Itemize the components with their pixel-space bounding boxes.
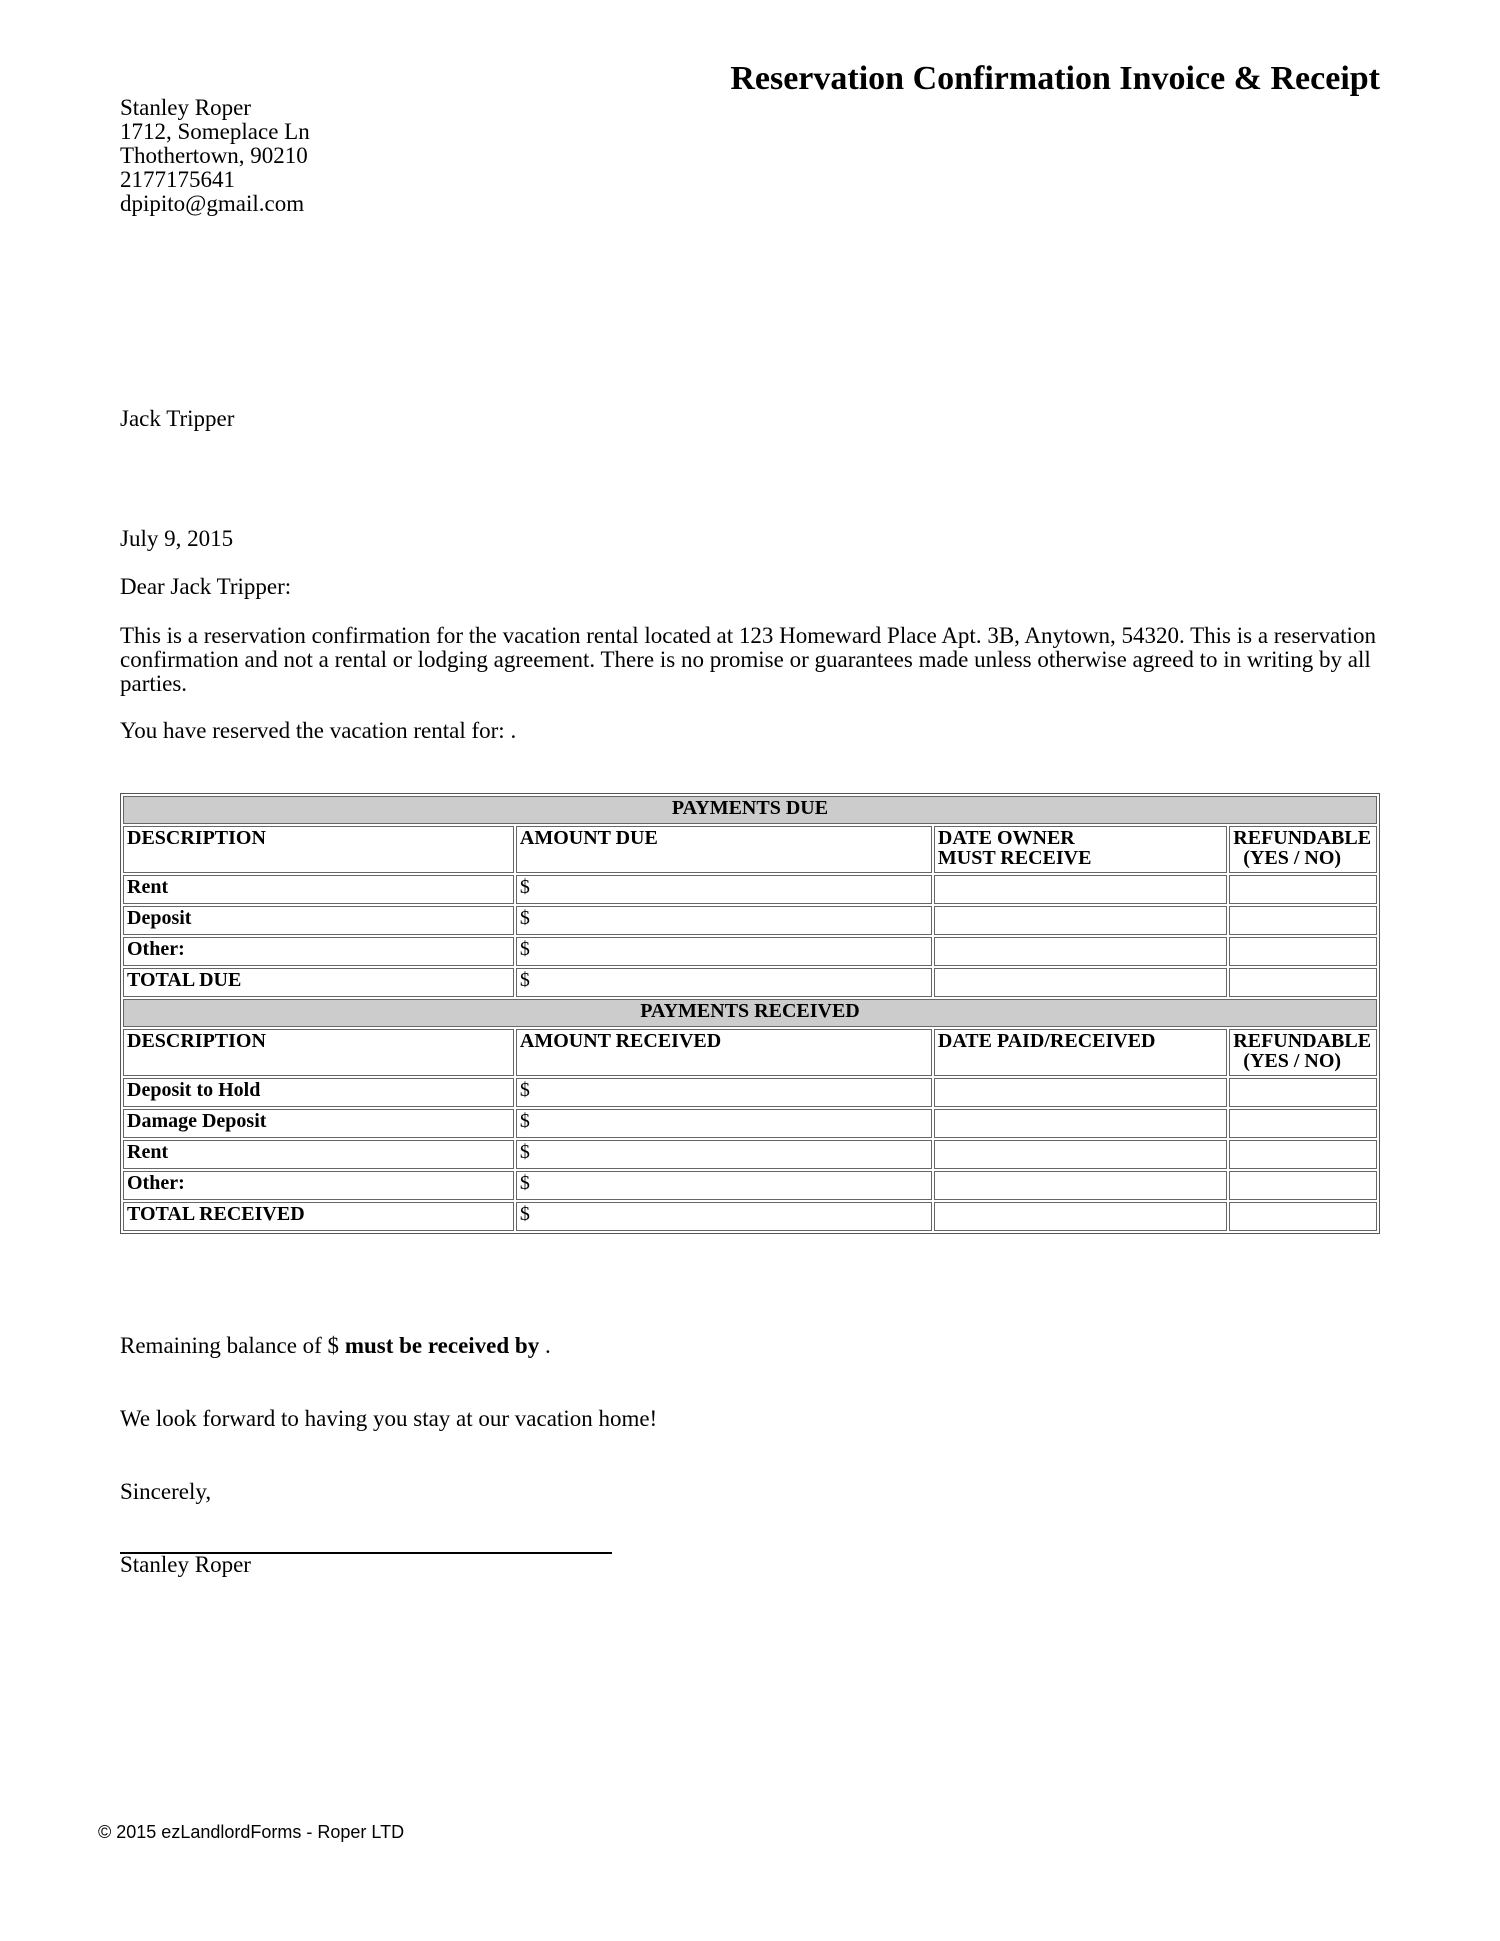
row-description: Damage Deposit	[123, 1109, 514, 1138]
column-header-description: DESCRIPTION	[123, 826, 514, 873]
signature-name: Stanley Roper	[120, 1552, 251, 1577]
row-amount-cell: $	[516, 1202, 932, 1231]
row-date-cell	[934, 1202, 1227, 1231]
section-header-row	[123, 999, 1377, 1027]
table-row	[123, 906, 1377, 935]
row-refundable-cell	[1229, 968, 1377, 997]
row-description: TOTAL DUE	[123, 968, 514, 997]
payments-due-section	[123, 796, 1377, 997]
payments-due-title: PAYMENTS DUE	[123, 796, 1377, 824]
row-description: Rent	[123, 1140, 514, 1169]
row-amount-cell: $	[516, 1171, 932, 1200]
recipient-name: Jack Tripper	[120, 406, 235, 431]
row-date-cell	[934, 1109, 1227, 1138]
column-header-line: REFUNDABLE	[1233, 1030, 1372, 1052]
table-row	[123, 1171, 1377, 1200]
table-row	[123, 937, 1377, 966]
column-header-refundable	[1229, 1029, 1377, 1076]
row-amount-cell: $	[516, 968, 932, 997]
row-refundable-cell	[1229, 1109, 1377, 1138]
row-amount-cell: $	[516, 1140, 932, 1169]
row-description: Deposit to Hold	[123, 1078, 514, 1107]
sender-name: Stanley Roper	[120, 95, 251, 120]
column-header-date-paid-received: DATE PAID/RECEIVED	[934, 1029, 1227, 1076]
letter-date: July 9, 2015	[120, 526, 234, 551]
row-amount-cell: $	[516, 875, 932, 904]
row-date-cell	[934, 906, 1227, 935]
row-date-cell	[934, 968, 1227, 997]
table-row	[123, 875, 1377, 904]
row-description: Other:	[123, 937, 514, 966]
sender-phone: 2177175641	[120, 167, 235, 192]
column-header-refundable	[1229, 826, 1377, 873]
table-row	[123, 1078, 1377, 1107]
payments-table	[120, 793, 1380, 1234]
column-header-amount-received: AMOUNT RECEIVED	[516, 1029, 932, 1076]
row-amount-cell: $	[516, 906, 932, 935]
table-row-total	[123, 968, 1377, 997]
row-refundable-cell	[1229, 906, 1377, 935]
row-amount-cell: $	[516, 1109, 932, 1138]
remaining-bold: must be received by	[344, 1333, 540, 1358]
row-amount-cell: $	[516, 937, 932, 966]
row-refundable-cell	[1229, 875, 1377, 904]
table-row	[123, 1109, 1377, 1138]
column-header-line: REFUNDABLE	[1233, 827, 1372, 849]
row-refundable-cell	[1229, 1171, 1377, 1200]
remaining-balance-line	[120, 1333, 551, 1359]
column-header-row	[123, 826, 1377, 873]
sender-block	[120, 96, 310, 216]
column-header-line: (YES / NO)	[1243, 1050, 1342, 1072]
row-description: Other:	[123, 1171, 514, 1200]
salutation: Dear Jack Tripper:	[120, 574, 292, 599]
column-header-line: DATE OWNER	[937, 827, 1075, 849]
row-refundable-cell	[1229, 937, 1377, 966]
row-description: Deposit	[123, 906, 514, 935]
footer-copyright: © 2015 ezLandlordForms - Roper LTD	[98, 1822, 405, 1842]
row-date-cell	[934, 1078, 1227, 1107]
sender-address-line2: Thothertown, 90210	[120, 143, 308, 168]
sign-off: Sincerely,	[120, 1479, 212, 1504]
section-header-row	[123, 796, 1377, 824]
remaining-suffix: .	[539, 1333, 551, 1358]
table-row-total	[123, 1202, 1377, 1231]
row-refundable-cell	[1229, 1078, 1377, 1107]
closing-line: We look forward to having you stay at our vacation home!	[120, 1406, 658, 1431]
column-header-date-owner-must-receive	[934, 826, 1227, 873]
row-refundable-cell	[1229, 1140, 1377, 1169]
remaining-prefix: Remaining balance of $	[120, 1333, 345, 1358]
sender-email: dpipito@gmail.com	[120, 191, 305, 216]
column-header-line: (YES / NO)	[1243, 847, 1342, 869]
column-header-row	[123, 1029, 1377, 1076]
row-description: Rent	[123, 875, 514, 904]
reserved-line: You have reserved the vacation rental for: .	[120, 718, 517, 743]
payments-received-section	[123, 999, 1377, 1231]
document-title: Reservation Confirmation Invoice & Receipt	[730, 60, 1380, 97]
row-amount-cell: $	[516, 1078, 932, 1107]
table-row	[123, 1140, 1377, 1169]
column-header-description: DESCRIPTION	[123, 1029, 514, 1076]
row-description: TOTAL RECEIVED	[123, 1202, 514, 1231]
column-header-amount-due: AMOUNT DUE	[516, 826, 932, 873]
column-header-line: MUST RECEIVE	[937, 847, 1092, 869]
row-date-cell	[934, 1171, 1227, 1200]
row-date-cell	[934, 1140, 1227, 1169]
row-date-cell	[934, 937, 1227, 966]
body-paragraph: This is a reservation confirmation for the vacation rental located at 123 Homeward Place Apt. 3B, Anytown, 54320. This is a reservation confirmation and not a rental or lodging agreement. There is no promise or guarantees made unless otherwise agreed to in writing by all parties.	[120, 623, 1376, 696]
row-refundable-cell	[1229, 1202, 1377, 1231]
payments-received-title: PAYMENTS RECEIVED	[123, 999, 1377, 1027]
sender-address-line1: 1712, Someplace Ln	[120, 119, 310, 144]
row-date-cell	[934, 875, 1227, 904]
